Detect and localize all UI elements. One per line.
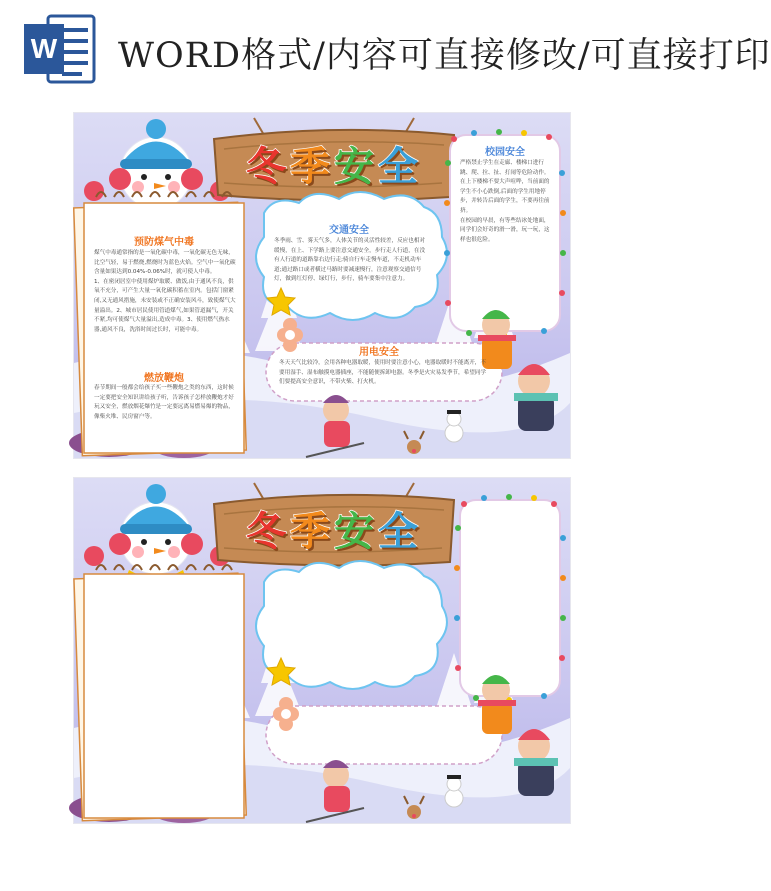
title-char-3: 安 [334,509,378,555]
page-header [0,0,771,100]
electric-heading: 用电安全 [359,347,399,358]
gas-heading: 预防煤气中毒 [134,237,194,248]
gas-body: 煤气中毒通常指的是一氧化碳中毒，一氧化碳无色无味，比空气轻，易于燃烧,燃烧时为蓝色火焰。空气中一氧化碳含量如果达到0.04%-0.06%时，就可使人中毒。 1、在密闭居室中使用煤炉取暖、做饭,由于通风不良，供氧不充分，可产生大量一氧化碳积蓄在室内。包括门窗紧闭,又无通风措施，未安装或不正确安装风斗，致使煤气大量溢出。2、城市居民使用管道煤气,如果管道漏气，开关不紧,均可使煤气大量溢出,造成中毒。3、使用燃气热水器,通风不良，洗浴时间过长时，可能中毒。 [94,250,236,333]
firecracker-body: 春节期间一般都会给孩子买一些鞭炮之类的东西，这时候一定要把安全知识讲给孩子听，告诉孩子怎样放鞭炮才好玩又安全，燃放烟花爆竹是一定要远离易燃易爆的物品，像柴火堆、民房窗户等。 [94,385,234,420]
poster-filled [73,112,571,459]
svg-text:W: W [30,33,58,64]
word-document-icon [22,12,98,86]
title-char-1: 冬 [246,144,290,190]
firecracker-heading: 燃放鞭炮 [144,373,184,384]
title-char-2: 季 [290,509,334,555]
blank-oval-frame [266,706,502,764]
traffic-body: 冬季雨、雪、雾天气多，人体关节的灵活性较差，反应也相对缓慢，在上、下学路上要注意交通安全，步行走人行道，在没有人行道的道路靠右边行走;骑自行车走慢车道，不走机动车道;通过路口或者横过马路时要减速慢行，注意观察交通信号灯，做到红灯停、绿灯行，步行，骑车要集中注意力。 [274,238,426,283]
blank-notepad-frame [74,565,246,821]
poster-blank [73,477,571,824]
blank-bead-frame [460,500,560,696]
title-char-4: 全 [378,509,422,555]
campus-heading: 校园安全 [485,147,525,158]
electric-body: 冬天天气比较冷，会用各种电器取暖，使用时要注意小心，电器取暖时不能离开，不要用湿手、湿布触摸电器插座，不能随便拆卸电器。冬季是火灾易发季节，希望同学们要提高安全意识，不带火柴、打火机。 [279,360,486,386]
title-char-1: 冬 [246,509,290,555]
header-title: WORD格式/内容可直接修改/可直接打印 [118,36,771,76]
title-char-4: 全 [378,144,422,190]
poster-title [224,135,444,192]
title-char-3: 安 [334,144,378,190]
title-char-2: 季 [290,144,334,190]
campus-body: 严格禁止学生在走廊、楼梯口进行跳、爬、拉、扯、打闹等危险动作。 在上下楼梯不要大声喧哗，当前面的学生不小心跌倒,后面的学生用地停步，并转告后面的学生，不要再往前挤。 在校园的早晨，有等些结冰处地面，同学们会好奇的滑一滑，玩一玩，这样也很危险。 [460,160,550,243]
traffic-heading: 交通安全 [329,225,369,236]
poster-title-blank [224,500,444,557]
